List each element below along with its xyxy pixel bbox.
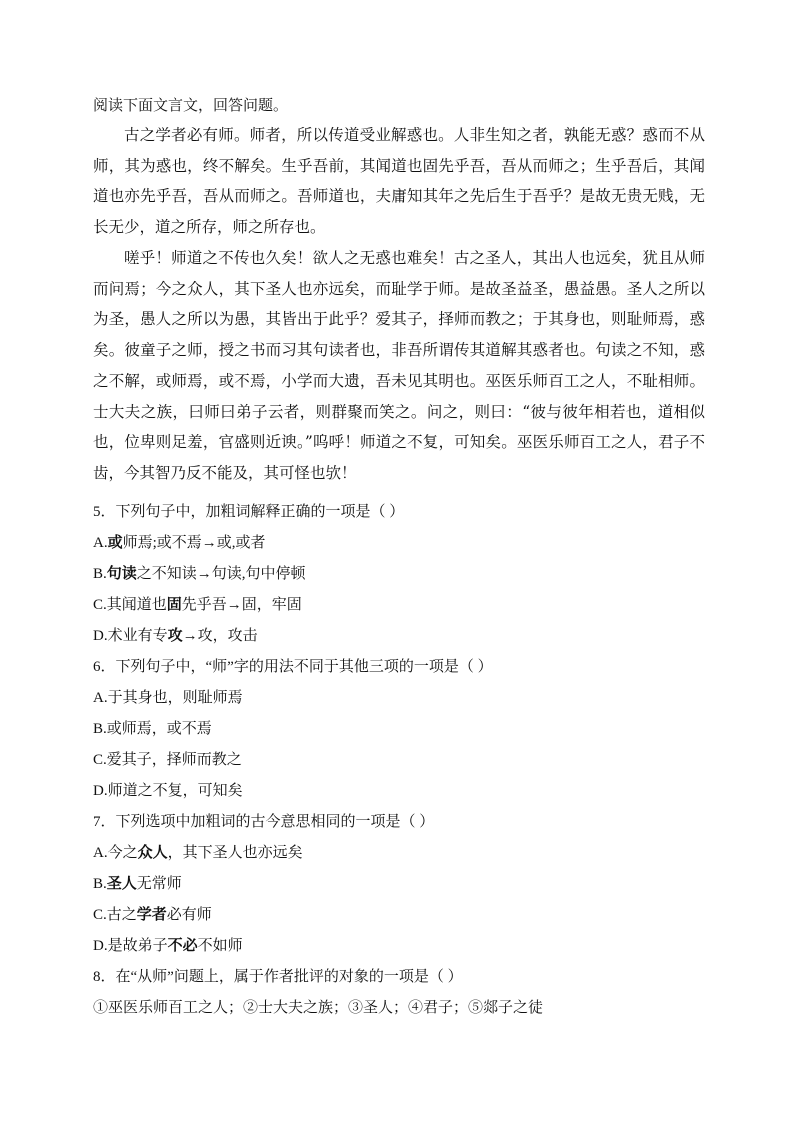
option-text-pre: 其闻道也 [106,597,167,613]
option-text: ，其下圣人也亦远矣 [167,845,303,861]
bold-word: 固 [166,597,182,613]
option-text: →攻，攻击 [182,628,258,644]
reading-instruction: 阅读下面文言文，回答问题。 [93,96,289,114]
option-text: 必有师 [166,907,212,923]
question-7-option-b [93,874,182,894]
option-letter: C. [93,907,107,923]
question-8-items: ①巫医乐师百工之人；②士大夫之族；③圣人；④君子；⑤郯子之徒 [93,1000,544,1016]
option-text-pre: 是故弟子 [107,938,168,954]
bold-word: 或 [107,535,123,551]
question-5-option-b [93,564,306,584]
option-text: 不如师 [197,938,243,954]
question-7-option-d [93,936,243,956]
option-text-pre: 古之 [106,907,137,923]
option-text: 之不知读→句读,句中停顿 [136,566,306,582]
option-text: 师焉;或不焉→或,或者 [122,535,266,551]
option-letter: B. [93,566,107,582]
option-letter: B. [93,876,107,892]
question-6-option-a: A.于其身也，则耻师焉 [93,690,243,706]
passage-paragraph-1: 古之学者必有师。师者，所以传道受业解惑也。人非生知之者，孰能无惑？惑而不从师，其为惑也，终不解矣。生乎吾前，其闻道也固先乎吾，吾从而师之；生乎吾后，其闻道也亦先乎吾，吾从而师之。吾师道也，夫庸知其年之先后生于吾乎？是故无贵无贱，无长无少，道之所存，师之所存也。 [93,126,705,237]
question-7-option-a [93,843,303,863]
bold-word: 学者 [136,907,167,923]
question-6-stem: 6．下列句子中，“师”字的用法不同于其他三项的一项是（ ） [93,659,493,675]
option-letter: C. [93,597,107,613]
bold-word: 攻 [167,628,183,644]
bold-word: 不必 [167,938,198,954]
question-7-option-c [93,905,212,925]
option-letter: D. [93,628,108,644]
option-text-pre: 术业有专 [107,628,168,644]
bold-word: 众人 [137,845,168,861]
question-8-stem: 8．在“从师”问题上，属于作者批评的对象的一项是（ ） [93,969,463,985]
question-5-option-d [93,626,258,646]
question-6-option-b: B.或师焉，或不焉 [93,721,212,737]
option-text-pre: 今之 [107,845,138,861]
question-7-stem: 7．下列选项中加粗词的古今意思相同的一项是（ ） [93,814,435,830]
option-letter: A. [93,845,108,861]
question-5-option-a [93,533,266,553]
question-5-option-c [93,595,302,615]
question-6-option-d: D.师道之不复，可知矣 [93,783,243,799]
question-5-stem: 5．下列句子中，加粗词解释正确的一项是（ ） [93,504,405,520]
option-letter: A. [93,535,108,551]
option-letter: D. [93,938,108,954]
option-text: 无常师 [136,876,182,892]
bold-word: 句读 [106,566,137,582]
bold-word: 圣人 [106,876,137,892]
passage-paragraph-2: 嗟乎！师道之不传也久矣！欲人之无惑也难矣！古之圣人，其出人也远矣，犹且从师而问焉；今之众人，其下圣人也亦远矣，而耻学于师。是故圣益圣，愚益愚。圣人之所以为圣，愚人之所以为愚，其皆出于此乎？爱其子，择师而教之；于其身也，则耻师焉，惑矣。彼童子之师，授之书而习其句读者也，非吾所谓传其道解其惑者也。句读之不知，惑之不解，或师焉，或不焉，小学而大遗，吾未见其明也。巫医乐师百工之人，不耻相师。士大夫之族，曰师曰弟子云者，则群聚而笑之。问之，则曰：“彼与彼年相若也，道相似也，位卑则足羞，官盛则近谀。”呜呼！师道之不复，可知矣。巫医乐师百工之人，君子不齿，今其智乃反不能及，其可怪也欤！ [93,249,705,482]
question-6-option-c: C.爱其子，择师而教之 [93,752,242,768]
option-text: 先乎吾→固，牢固 [181,597,302,613]
